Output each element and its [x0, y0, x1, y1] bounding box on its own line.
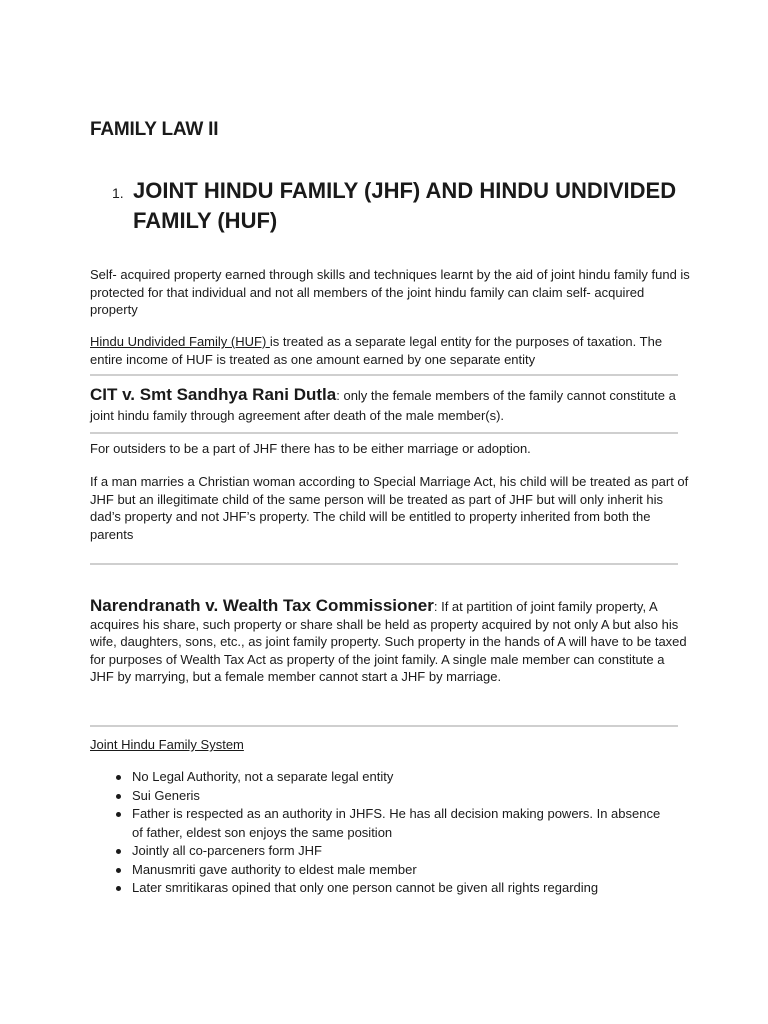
list-item	[90, 842, 670, 861]
case-name: CIT v. Smt Sandhya Rani Dutla	[90, 385, 337, 404]
list-item-text: Later smritikaras opined that only one person cannot be given all rights regarding	[132, 880, 599, 895]
list-item	[90, 768, 670, 787]
list-item	[90, 787, 670, 806]
paragraph-self-acquired: Self- acquired property earned through skills and techniques learnt by the aid of joint hindu family fund is protected for that individual and not all members of the joint hindu family can claim self- acquired property	[90, 267, 690, 317]
list-item	[90, 861, 670, 880]
list-item-text: Manusmriti gave authority to eldest male member	[132, 861, 417, 877]
divider	[90, 432, 678, 434]
jhf-system-list	[90, 768, 670, 898]
divider	[90, 725, 678, 727]
divider	[90, 563, 678, 565]
case-cit-sandhya	[90, 385, 690, 426]
list-item	[90, 879, 670, 898]
document-title: FAMILY LAW II	[90, 119, 219, 140]
bullet-icon	[116, 775, 121, 780]
list-item-text: Jointly all co-parceners form JHF	[132, 843, 322, 858]
list-item-text: No Legal Authority, not a separate legal entity	[132, 769, 394, 784]
divider	[90, 374, 678, 376]
paragraph-christian-marriage: If a man marries a Christian woman according to Special Marriage Act, his child will be treated as part of JHF but an illegitimate child of the same person will be treated as part of JHF but will only inherit his dad’s property and not JHF’s property. The child will be entitled to property inherited from both the parents	[90, 474, 689, 542]
huf-definition: is treated as a separate legal entity for the purposes of taxation. The entire income of HUF is treated as one amount earned by one separate entity	[90, 334, 663, 367]
bullet-icon	[116, 868, 121, 873]
list-item-text: Sui Generis	[132, 787, 200, 803]
heading-number: 1.	[112, 185, 124, 201]
bullet-icon	[116, 812, 121, 817]
section-title: Joint Hindu Family System	[90, 737, 244, 752]
bullet-icon	[116, 794, 121, 799]
list-item	[90, 805, 670, 842]
paragraph-outsiders: For outsiders to be a part of JHF there has to be either marriage or adoption.	[90, 441, 531, 456]
bullet-icon	[116, 886, 121, 891]
list-item-text: Father is respected as an authority in JHFS. He has all decision making powers. In absence of father, eldest son enjoys the same position	[132, 806, 661, 840]
huf-term: Hindu Undivided Family (HUF)	[90, 334, 270, 349]
case-name: Narendranath v. Wealth Tax Commissioner	[90, 596, 434, 615]
bullet-icon	[116, 849, 121, 854]
paragraph-huf	[90, 333, 690, 368]
case-narendranath	[90, 597, 690, 686]
heading-text: JOINT HINDU FAMILY (JHF) AND HINDU UNDIVIDED FAMILY (HUF)	[133, 178, 677, 233]
case-holding: : only the female members of the family cannot constitute a joint hindu family through agreement after death of the male member(s).	[90, 388, 676, 423]
case-holding: : If at partition of joint family property, A acquires his share, such property or share shall be held as property acquired by not only A but also his wife, daughters, sons, etc., as joint family property. Such property in the hands of A will have to be taxed for purposes of Wealth Tax Act as property of the joint family. A single male member can constitute a JHF by marrying, but a female member cannot start a JHF by marriage.	[90, 599, 687, 684]
heading-1	[90, 176, 690, 236]
